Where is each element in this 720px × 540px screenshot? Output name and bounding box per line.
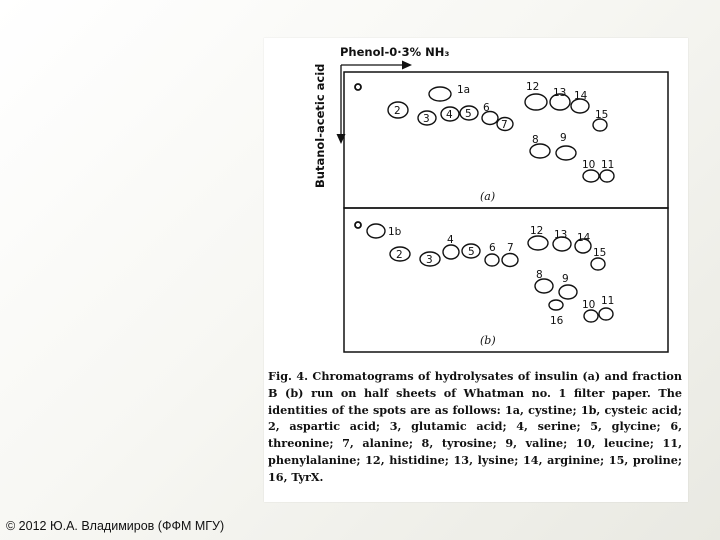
spot-label-b-12: 12 <box>530 225 544 237</box>
spot-label-b-8: 8 <box>536 269 543 281</box>
spot-b-8 <box>535 279 553 293</box>
spot-b-9 <box>559 285 577 299</box>
spot-label-b-4: 4 <box>447 234 454 246</box>
copyright-footer: © 2012 Ю.А. Владимиров (ФФМ МГУ) <box>6 519 225 533</box>
chromatogram-drawing <box>264 38 688 368</box>
spot-b-7 <box>502 254 518 267</box>
spot-b-12 <box>528 236 548 250</box>
spot-label-b-11: 11 <box>601 295 615 307</box>
panel-b-spots <box>367 224 614 327</box>
spot-b-1b <box>367 224 385 238</box>
spot-label-b-1b: 1b <box>388 226 402 238</box>
spot-label-a-3: 3 <box>423 113 430 125</box>
spot-label-a-4: 4 <box>446 109 453 121</box>
panel-a-frame <box>344 72 668 208</box>
spot-label-a-14: 14 <box>574 90 588 102</box>
panel-b-origin-icon <box>355 222 361 228</box>
spot-b-4 <box>443 245 459 259</box>
spot-label-a-8: 8 <box>532 134 539 146</box>
spot-label-a-9: 9 <box>560 132 567 144</box>
spot-label-b-10: 10 <box>582 299 596 311</box>
x-axis-arrowhead <box>402 61 412 70</box>
spot-label-a-1a: 1a <box>457 84 471 96</box>
y-axis-label: Butanol-acetic acid <box>313 63 327 188</box>
spot-a-1a <box>429 87 451 101</box>
spot-label-b-5: 5 <box>468 246 475 258</box>
spot-label-a-12: 12 <box>526 81 540 93</box>
spot-b-10 <box>584 310 598 322</box>
spot-label-b-2: 2 <box>396 249 403 261</box>
spot-b-11 <box>599 308 613 320</box>
spot-b-6 <box>485 254 499 266</box>
caption-prefix: Fig. 4. <box>268 369 308 383</box>
spot-label-a-6: 6 <box>483 102 490 114</box>
spot-label-b-15: 15 <box>593 247 607 259</box>
spot-a-8 <box>530 144 550 158</box>
spot-label-a-13: 13 <box>553 87 567 99</box>
spot-label-a-10: 10 <box>582 159 596 171</box>
panel-a-label: (a) <box>480 190 496 203</box>
panel-a-spots <box>388 81 614 182</box>
spot-a-12 <box>525 94 547 110</box>
spot-label-a-7: 7 <box>501 119 508 131</box>
x-axis-label: Phenol-0·3% NH₃ <box>340 45 450 59</box>
spot-label-a-11: 11 <box>601 159 615 171</box>
caption-text: Chromatograms of hydrolysates of insulin (a) and fraction B (b) run on half sheets of Whatman no. 1 filter paper. The identities of the spots are as follows: 1a, cystine; 1b, cysteic acid; 2, aspartic acid; 3, glutamic acid; 4, serine; 5, glycine; 6, threonine; 7, alanine; 8, tyrosine; 9, valine; 10, leucine; 11, phenylalanine; 12, histidine; 13, lysine; 14, arginine; 15, proline; 16, TyrX. <box>268 369 682 484</box>
spot-b-15 <box>591 258 605 270</box>
spot-label-b-9: 9 <box>562 273 569 285</box>
spot-label-a-5: 5 <box>465 108 472 120</box>
spot-a-11 <box>600 170 614 182</box>
spot-label-b-16: 16 <box>550 315 564 327</box>
spot-label-b-3: 3 <box>426 254 433 266</box>
spot-label-b-6: 6 <box>489 242 496 254</box>
spot-label-b-13: 13 <box>554 229 568 241</box>
panel-b-label: (b) <box>480 334 496 347</box>
spot-label-a-2: 2 <box>394 105 401 117</box>
spot-a-9 <box>556 146 576 160</box>
spot-a-10 <box>583 170 599 182</box>
spot-b-16 <box>549 300 563 310</box>
spot-label-b-14: 14 <box>577 232 591 244</box>
spot-label-a-15: 15 <box>595 109 609 121</box>
figure-caption <box>268 368 682 486</box>
panel-a-origin-icon <box>355 84 361 90</box>
spot-label-b-7: 7 <box>507 242 514 254</box>
